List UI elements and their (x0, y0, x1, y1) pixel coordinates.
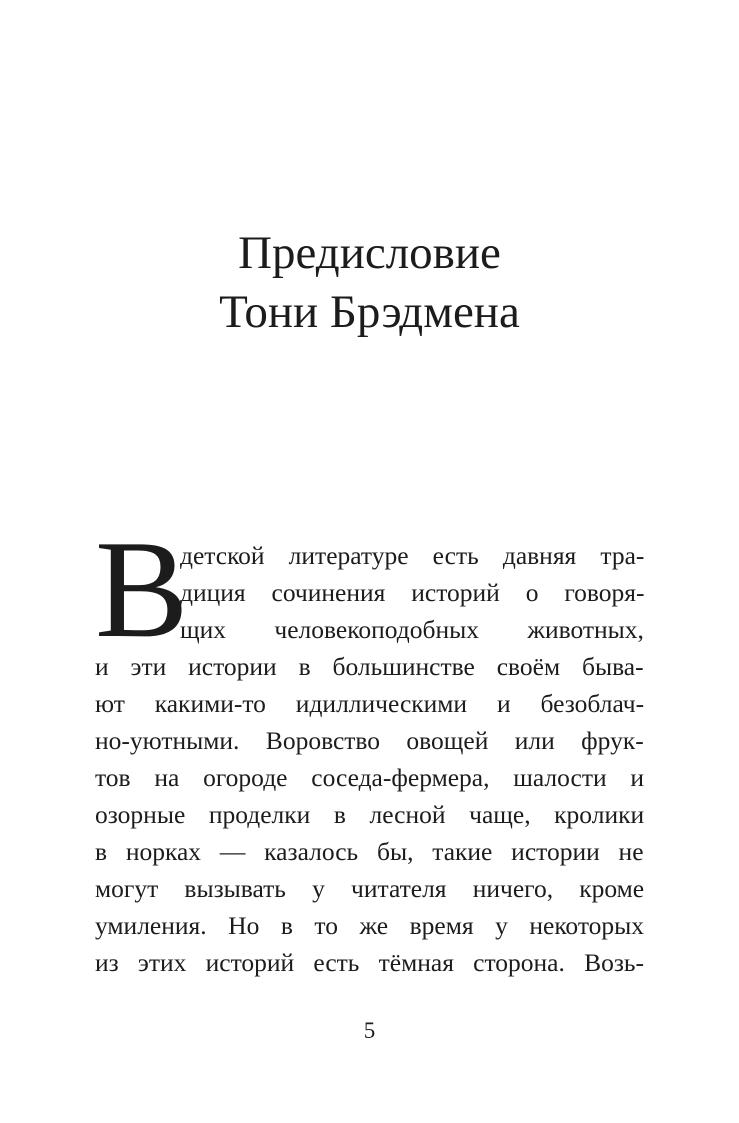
chapter-title (0, 224, 739, 342)
paragraph-line-6: но-уютными. Воровство овощей или фрук- (95, 726, 644, 755)
chapter-title-line-2: Тони Брэдмена (219, 286, 520, 338)
paragraph-line-3: щих человекоподобных животных, (180, 615, 644, 644)
paragraph-line-1: детской литературе есть давняя тра- (180, 541, 645, 570)
paragraph-line-11: умиления. Но в то же время у некоторых (95, 911, 645, 940)
chapter-title-line-1: Предисловие (238, 227, 501, 279)
paragraph-line-4: и эти истории в большинстве своём быва- (95, 652, 644, 681)
paragraph-line-12: из этих историй есть тёмная сторона. Возь- (95, 948, 645, 977)
paragraph-line-5: ют какими-то идиллическими и безоблач- (95, 689, 645, 718)
paragraph-line-2: диция сочинения историй о говоря- (180, 578, 645, 607)
paragraph-line-10: могут вызывать у читателя ничего, кроме (95, 874, 645, 903)
paragraph-line-7: тов на огороде соседа-фермера, шалости и (95, 763, 645, 792)
paragraph-line-8: озорные проделки в лесной чаще, кролики (95, 800, 645, 829)
page-number: 5 (363, 1018, 376, 1043)
paragraph-line-9: в норках — казалось бы, такие истории не (95, 837, 644, 866)
drop-cap: В (95, 512, 189, 667)
